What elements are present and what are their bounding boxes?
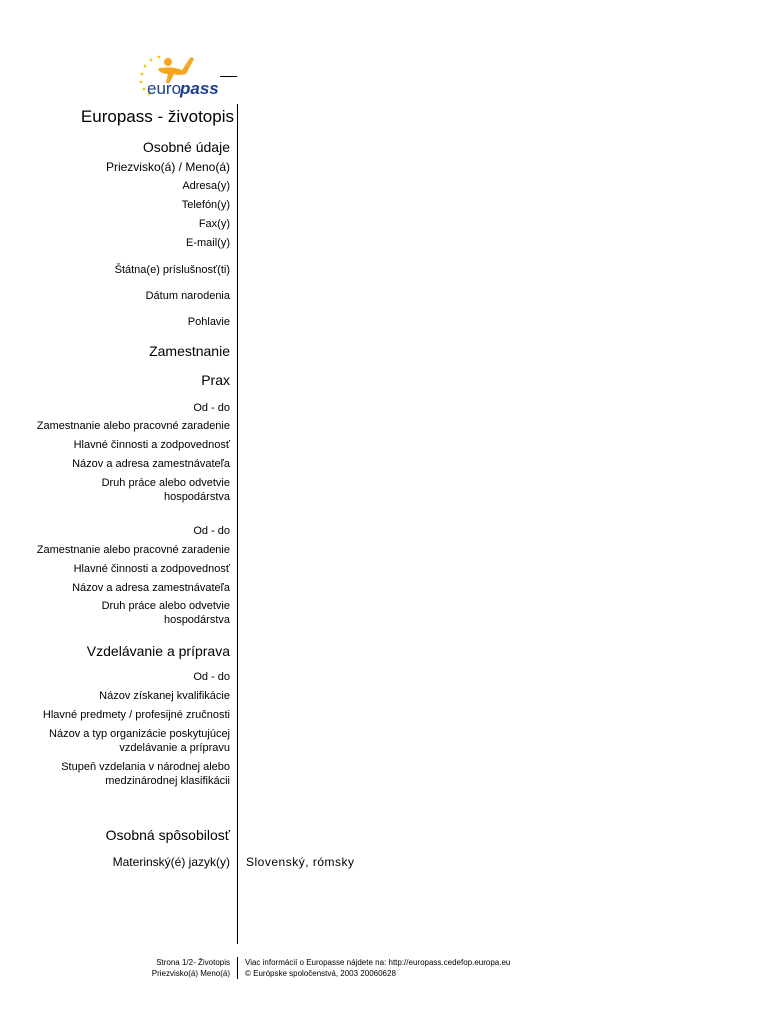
phone-label: Telefón(y): [181, 199, 230, 211]
experience-2-sector-label: Druh práce alebo odvetvie hospodárstva: [101, 600, 230, 626]
education-qualification-label: Názov získanej kvalifikácie: [99, 690, 230, 702]
logo-text-euro: euro: [147, 79, 182, 98]
footer-divider: [237, 957, 238, 979]
education-organisation-label: Názov a typ organizácie poskytujúcej vzdelávanie a prípravu: [49, 728, 230, 754]
europass-logo: [132, 50, 240, 100]
section-heading-employment: Zamestnanie: [149, 343, 230, 359]
experience-2-dates-label: Od - do: [193, 525, 230, 537]
education-level-label: Stupeň vzdelania v národnej alebo medzinárodnej klasifikácii: [61, 761, 230, 787]
dob-label: Dátum narodenia: [145, 290, 230, 302]
education-dates-label: Od - do: [193, 671, 230, 683]
footer-page-label: Strona 1/2- Životopis: [156, 958, 230, 967]
page-title: Europass - životopis: [80, 107, 234, 126]
education-subjects-label: Hlavné predmety / profesijné zručnosti: [42, 709, 230, 721]
gender-label: Pohlavie: [187, 316, 230, 328]
section-heading-personal: Osobné údaje: [142, 139, 230, 155]
mother-tongue-value: Slovenský, rómsky: [246, 855, 355, 869]
nationality-label: Štátna(e) príslušnosť(ti): [114, 264, 230, 276]
experience-2-employer-label: Názov a adresa zamestnávateľa: [72, 582, 230, 594]
address-label: Adresa(y): [182, 180, 230, 192]
footer-name-label: Priezvisko(á) Meno(á): [151, 969, 230, 978]
logo-text-pass: pass: [180, 79, 219, 98]
section-heading-education: Vzdelávanie a príprava: [86, 643, 230, 659]
fax-label: Fax(y): [198, 218, 230, 230]
email-label: E-mail(y): [186, 237, 230, 249]
column-divider: [237, 104, 238, 944]
name-label: Priezvisko(á) / Meno(á): [105, 160, 230, 174]
experience-2-position-label: Zamestnanie alebo pracovné zaradenie: [36, 544, 230, 556]
mother-tongue-label: Materinský(é) jazyk(y): [112, 855, 230, 869]
section-heading-experience: Prax: [201, 372, 230, 388]
section-heading-skills: Osobná spôsobilosť: [105, 827, 230, 843]
logo-rule: [220, 76, 237, 77]
footer-copyright-text: © Európske spoločenstvá, 2003 20060628: [245, 969, 396, 978]
experience-1-activities-label: Hlavné činnosti a zodpovednosť: [73, 439, 230, 451]
experience-1-sector-label: Druh práce alebo odvetvie hospodárstva: [101, 477, 230, 503]
europass-logo-graphic: [132, 50, 240, 100]
experience-1-employer-label: Názov a adresa zamestnávateľa: [72, 458, 230, 470]
footer-info-text: Viac informácií o Europasse nájdete na: http://europass.cedefop.europa.eu: [245, 958, 511, 967]
experience-1-dates-label: Od - do: [193, 402, 230, 414]
experience-2-activities-label: Hlavné činnosti a zodpovednosť: [73, 563, 230, 575]
experience-1-position-label: Zamestnanie alebo pracovné zaradenie: [36, 420, 230, 432]
